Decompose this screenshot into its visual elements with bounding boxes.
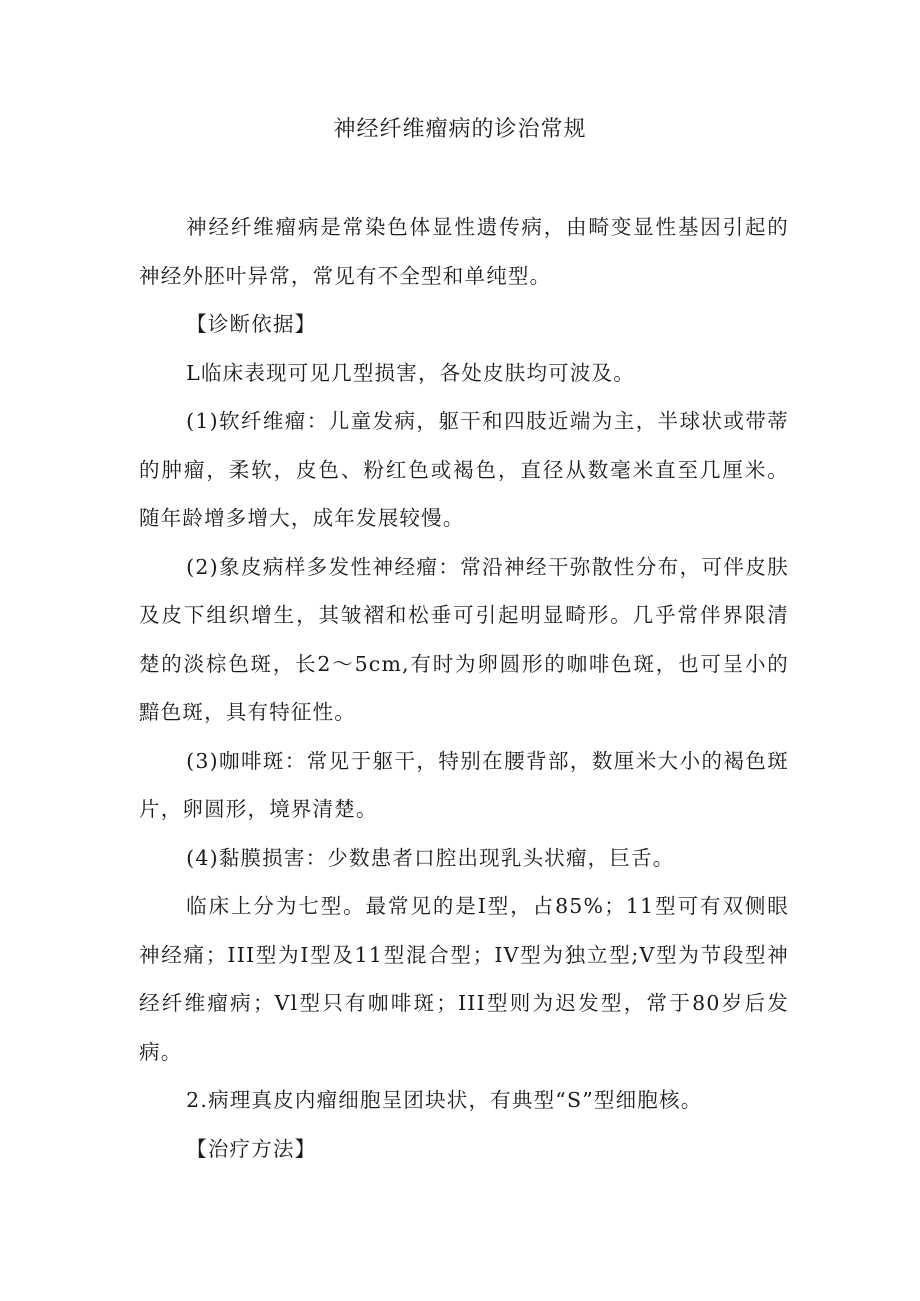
- clinical-manifestation-paragraph: L临床表现可见几型损害，各处皮肤均可波及。: [186, 360, 635, 385]
- mucosal-lesion-paragraph: (4)黏膜损害：少数患者口腔出现乳头状瘤，巨舌。: [186, 845, 675, 870]
- elephantiasis-neuroma-paragraph: (2)象皮病样多发性神经瘤：常沿神经干弥散性分布，可伴皮肤及皮下组织增生，其皱褶和松垂可引起明显畸形。几乎常伴界限清楚的淡棕色斑，长2～5cm,有时为卵圆形的咖啡色斑，也可呈小的黯色斑，具有特征性。: [139, 554, 789, 724]
- document-body: [139, 203, 789, 1173]
- intro-paragraph: 神经纤维瘤病是常染色体显性遗传病，由畸变显性基因引起的神经外胚叶异常，常见有不全型和单纯型。: [139, 215, 789, 288]
- document-title: 神经纤维瘤病的诊治常规: [333, 117, 587, 142]
- soft-fibroma-paragraph: (1)软纤维瘤：儿童发病，躯干和四肢近端为主，半球状或带蒂的肿瘤，柔软，皮色、粉红色或褐色，直径从数毫米直至几厘米。随年龄增多增大，成年发展较慢。: [139, 409, 789, 530]
- cafe-au-lait-paragraph: (3)咖啡斑：常见于躯干，特别在腰背部，数厘米大小的褐色斑片，卵圆形，境界清楚。: [139, 748, 789, 821]
- pathology-paragraph: 2.病理真皮内瘤细胞呈团块状，有典型“S”型细胞核。: [186, 1088, 703, 1112]
- section-heading-treatment: 【治疗方法】: [186, 1136, 317, 1161]
- clinical-types-paragraph: 临床上分为七型。最常见的是I型，占85%；11型可有双侧眼神经痛；III型为I型及11型混合型；IV型为独立型;V型为节段型神经纤维瘤病；Vl型只有咖啡斑；III型则为迟发型，常于80岁后发病。: [139, 894, 789, 1064]
- section-heading-diagnosis: 【诊断依据】: [186, 312, 317, 336]
